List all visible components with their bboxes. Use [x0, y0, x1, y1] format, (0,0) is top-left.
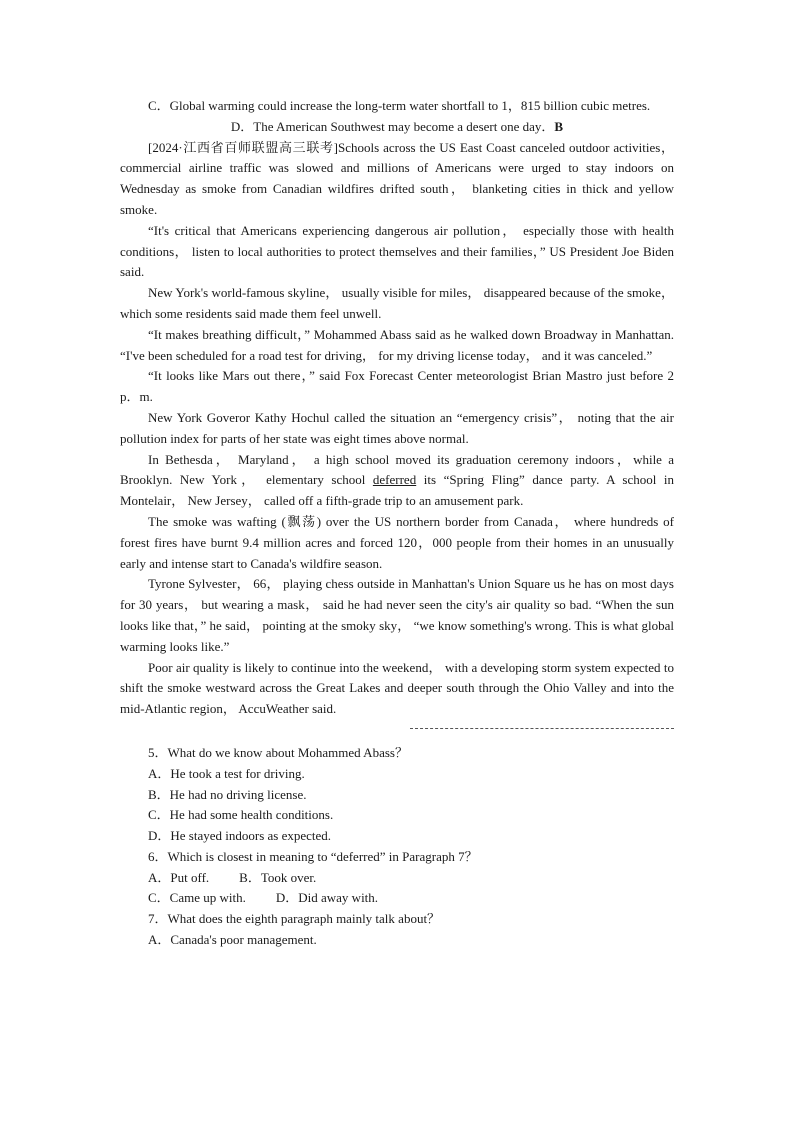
passage-paragraph-7 [120, 450, 674, 512]
option-d-previous [120, 117, 674, 138]
document-page [120, 96, 674, 951]
question-6-option-d: D．Did away with. [275, 890, 379, 906]
p7-before: In Bethesda， Maryland， a high school moved its graduation ceremony indoors，while a Brooklyn. New York， elementary school [120, 451, 674, 488]
question-6-option-c: C．Came up with. [148, 890, 246, 906]
passage-paragraph-1 [120, 138, 674, 221]
question-5-stem: 5．What do we know about Mohammed Abass？ [148, 744, 408, 760]
passage-paragraph-5: “It looks like Mars out there，” said Fox Forecast Center meteorologist Brian Mastro just before 2 p．m. [120, 368, 674, 405]
passage-paragraph-3: New York's world-famous skyline， usually visible for miles， disappeared because of the smoke， which some residents said made them feel unwell. [120, 285, 674, 321]
question-6-stem: 6．Which is closest in meaning to “deferred” in Paragraph 7？ [148, 848, 478, 864]
source-tag: [2024·江西省百师联盟高三联考] [148, 139, 338, 155]
passage-paragraph-6: New York Goveror Kathy Hochul called the situation an “emergency crisis”， noting that the air pollution index for parts of her state was eight times above normal. [120, 409, 674, 446]
p7-after: its “Spring Fling” dance party. A school in Montelair， New Jersey， called off a fifth-grade trip to an amusement park. [120, 472, 674, 509]
paragraph-1-text: Schools across the US East Coast canceled outdoor activities， commercial airline traffic was slowed and millions of Americans were urged to stay indoors on Wednesday as smoke from Canadian wildfires drifted south， blanketing cities in thick and yellow smoke. [120, 139, 674, 217]
option-d-text: D．The American Southwest may become a desert one day． [230, 118, 555, 134]
question-5-option-c: C．He had some health conditions. [148, 807, 334, 823]
question-6-options-row-1 [120, 868, 674, 889]
question-5-option-a: A．He took a test for driving. [148, 765, 305, 781]
answer-letter: B [554, 118, 564, 134]
question-6-options-row-2 [120, 888, 674, 909]
passage-paragraph-4: “It makes breathing difficult，” Mohammed Abass said as he walked down Broadway in Manhattan. “I've been scheduled for a road test for driving， for my driving license today， and it was canceled.” [120, 326, 674, 363]
question-5-option-d: D．He stayed indoors as expected. [148, 828, 332, 844]
passage-paragraph-2: “It's critical that Americans experiencing dangerous air pollution， especially those with health conditions， listen to local authorities to protect themselves and their families，” US President Joe Biden said. [120, 222, 674, 280]
question-7-option-a: A．Canada's poor management. [148, 932, 317, 948]
passage-paragraph-8: The smoke was wafting (飘荡) over the US northern border from Canada， where hundreds of forest fires have burnt 9.4 million acres and forced 120，000 people from their homes in an unusually early and intense start to Canada's wildfire season. [120, 513, 674, 571]
question-6-option-b: B．Took over. [239, 869, 317, 885]
option-c-previous: C．Global warming could increase the long-term water shortfall to 1，815 billion cubic metres. [148, 98, 651, 113]
dashed-divider [410, 728, 674, 729]
passage-paragraph-9: Tyrone Sylvester， 66， playing chess outside in Manhattan's Union Square us he has on most days for 30 years， but wearing a mask， said he had never seen the city's air quality so bad. “When the sun looks like that，” he said， pointing at the smoky sky， “we know something's wrong. This is what global warming looks like.” [120, 576, 674, 654]
question-5-option-b: B．He had no driving license. [148, 786, 307, 802]
question-7-stem: 7．What does the eighth paragraph mainly talk about？ [148, 911, 441, 927]
underlined-word: deferred [372, 472, 417, 488]
passage-paragraph-10: Poor air quality is likely to continue into the weekend， with a developing storm system expected to shift the smoke westward across the Great Lakes and deeper south through the Ohio Valley and into the mid-Atlantic region， AccuWeather said. [120, 659, 674, 717]
question-6-option-a: A．Put off. [148, 869, 210, 885]
